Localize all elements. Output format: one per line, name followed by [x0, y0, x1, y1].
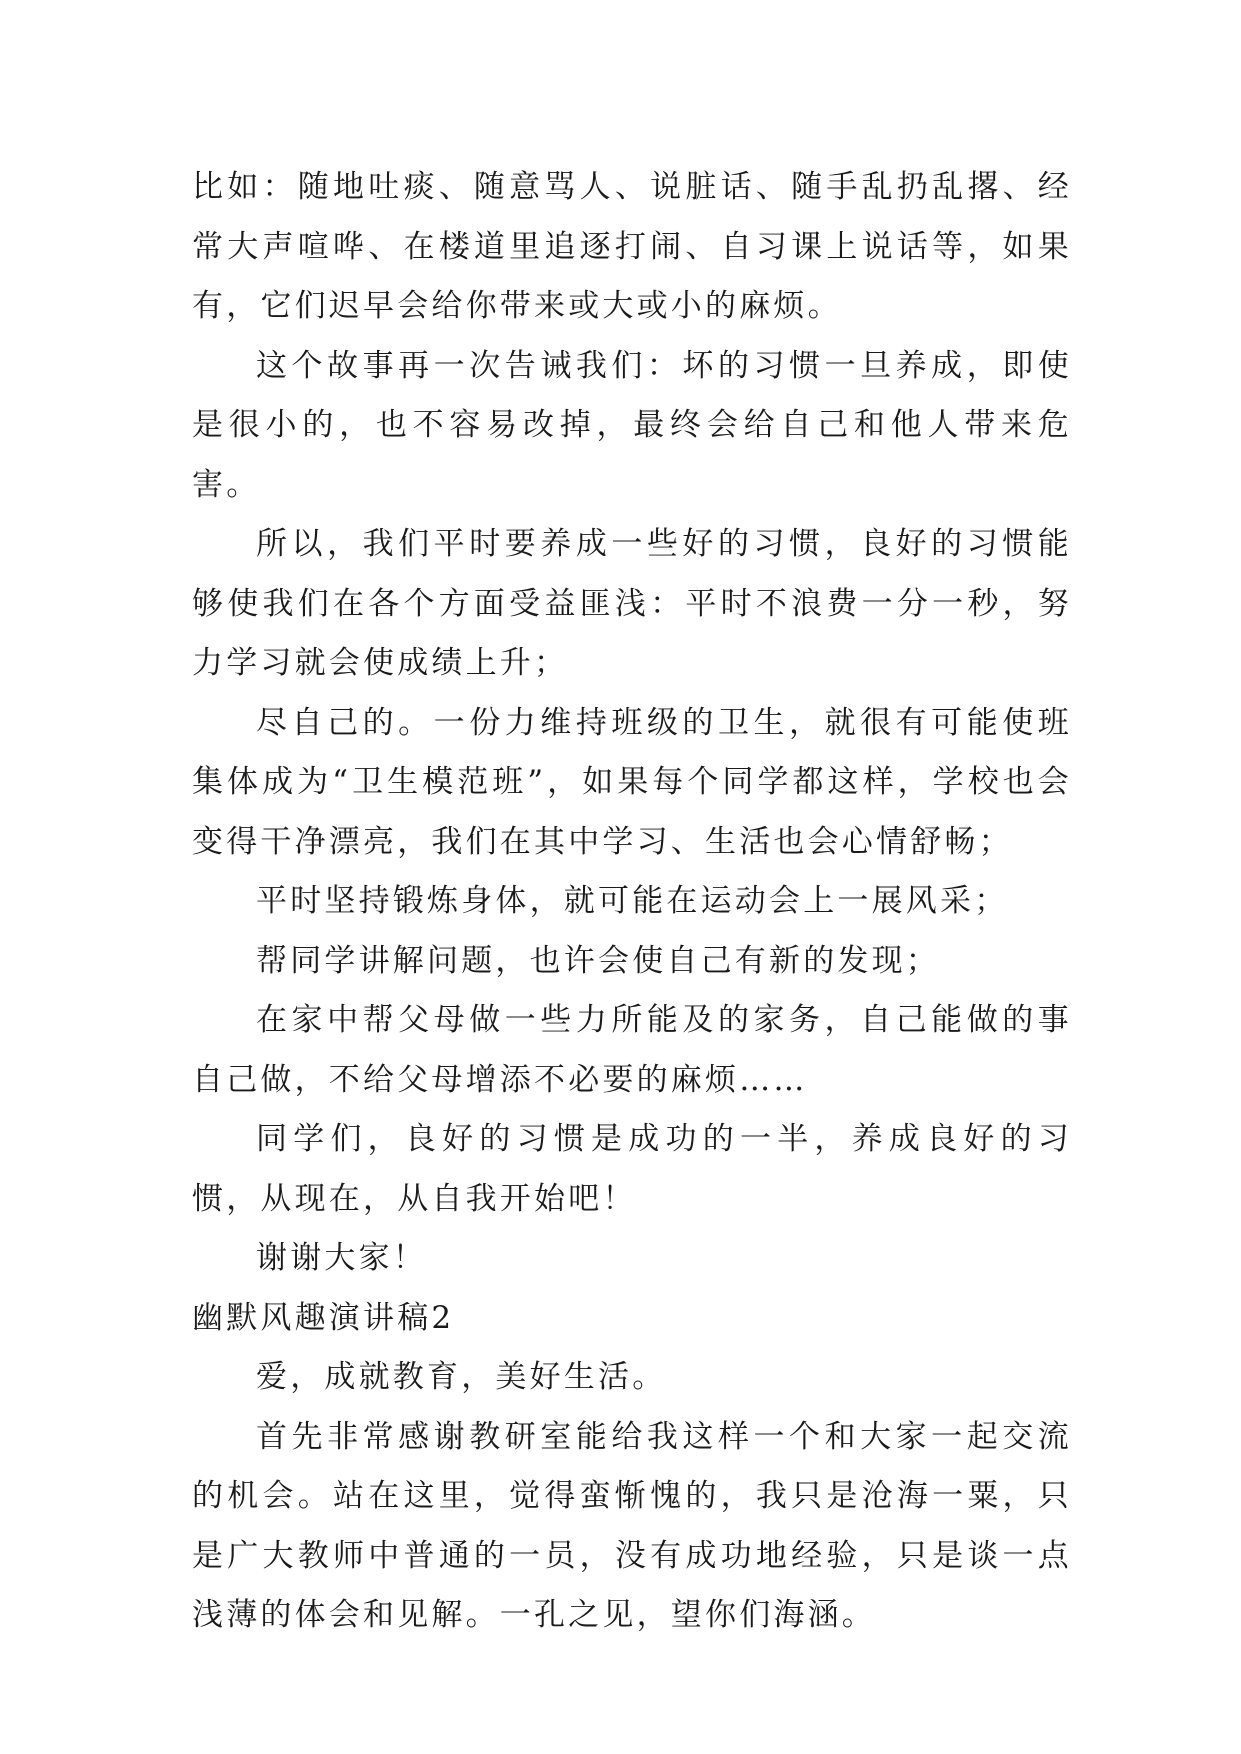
paragraph-good-habits: 所以，我们平时要养成一些好的习惯，良好的习惯能够使我们在各个方面受益匪浅：平时不浪费一分一秒，努力学习就会使成绩上升； [192, 526, 1072, 681]
paragraph-bad-habits-examples: 比如：随地吐痰、随意骂人、说脏话、随手乱扔乱撂、经常大声喧哗、在楼道里追逐打闹、自习课上说话等，如果有，它们迟早会给你带来或大或小的麻烦。 [192, 169, 1072, 324]
paragraph-help-classmates: 帮同学讲解问题，也许会使自己有新的发现； [256, 942, 940, 979]
paragraph-speech-intro: 首先非常感谢教研室能给我这样一个和大家一起交流的机会。站在这里，觉得蛮惭愧的，我只是沧海一粟，只是广大教师中普通的一员，没有成功地经验，只是谈一点浅薄的体会和见解。一孔之见，望你们海涵。 [192, 1418, 1072, 1633]
paragraph-exercise: 平时坚持锻炼身体，就可能在运动会上一展风采； [256, 883, 1009, 919]
section-heading: 幽默风趣演讲稿2 [192, 1299, 455, 1336]
paragraph-help-parents: 在家中帮父母做一些力所能及的家务，自己能做的事自己做，不给父母增添不必要的麻烦…… [192, 1002, 1072, 1098]
paragraph-class-hygiene: 尽自己的。一份力维持班级的卫生，就很有可能使班集体成为“卫生模范班”，如果每个同学都这样，学校也会变得干净漂亮，我们在其中学习、生活也会心情舒畅； [192, 704, 1072, 860]
paragraph-call-to-action: 同学们，良好的习惯是成功的一半，养成良好的习惯，从现在，从自我开始吧！ [192, 1121, 1072, 1217]
paragraph-thanks: 谢谢大家！ [256, 1240, 427, 1276]
document-body [192, 158, 1072, 1646]
paragraph-speech-theme: 爱，成就教育，美好生活。 [256, 1359, 667, 1395]
paragraph-story-lesson: 这个故事再一次告诫我们：坏的习惯一旦养成，即使是很小的，也不容易改掉，最终会给自己和他人带来危害。 [192, 347, 1072, 503]
